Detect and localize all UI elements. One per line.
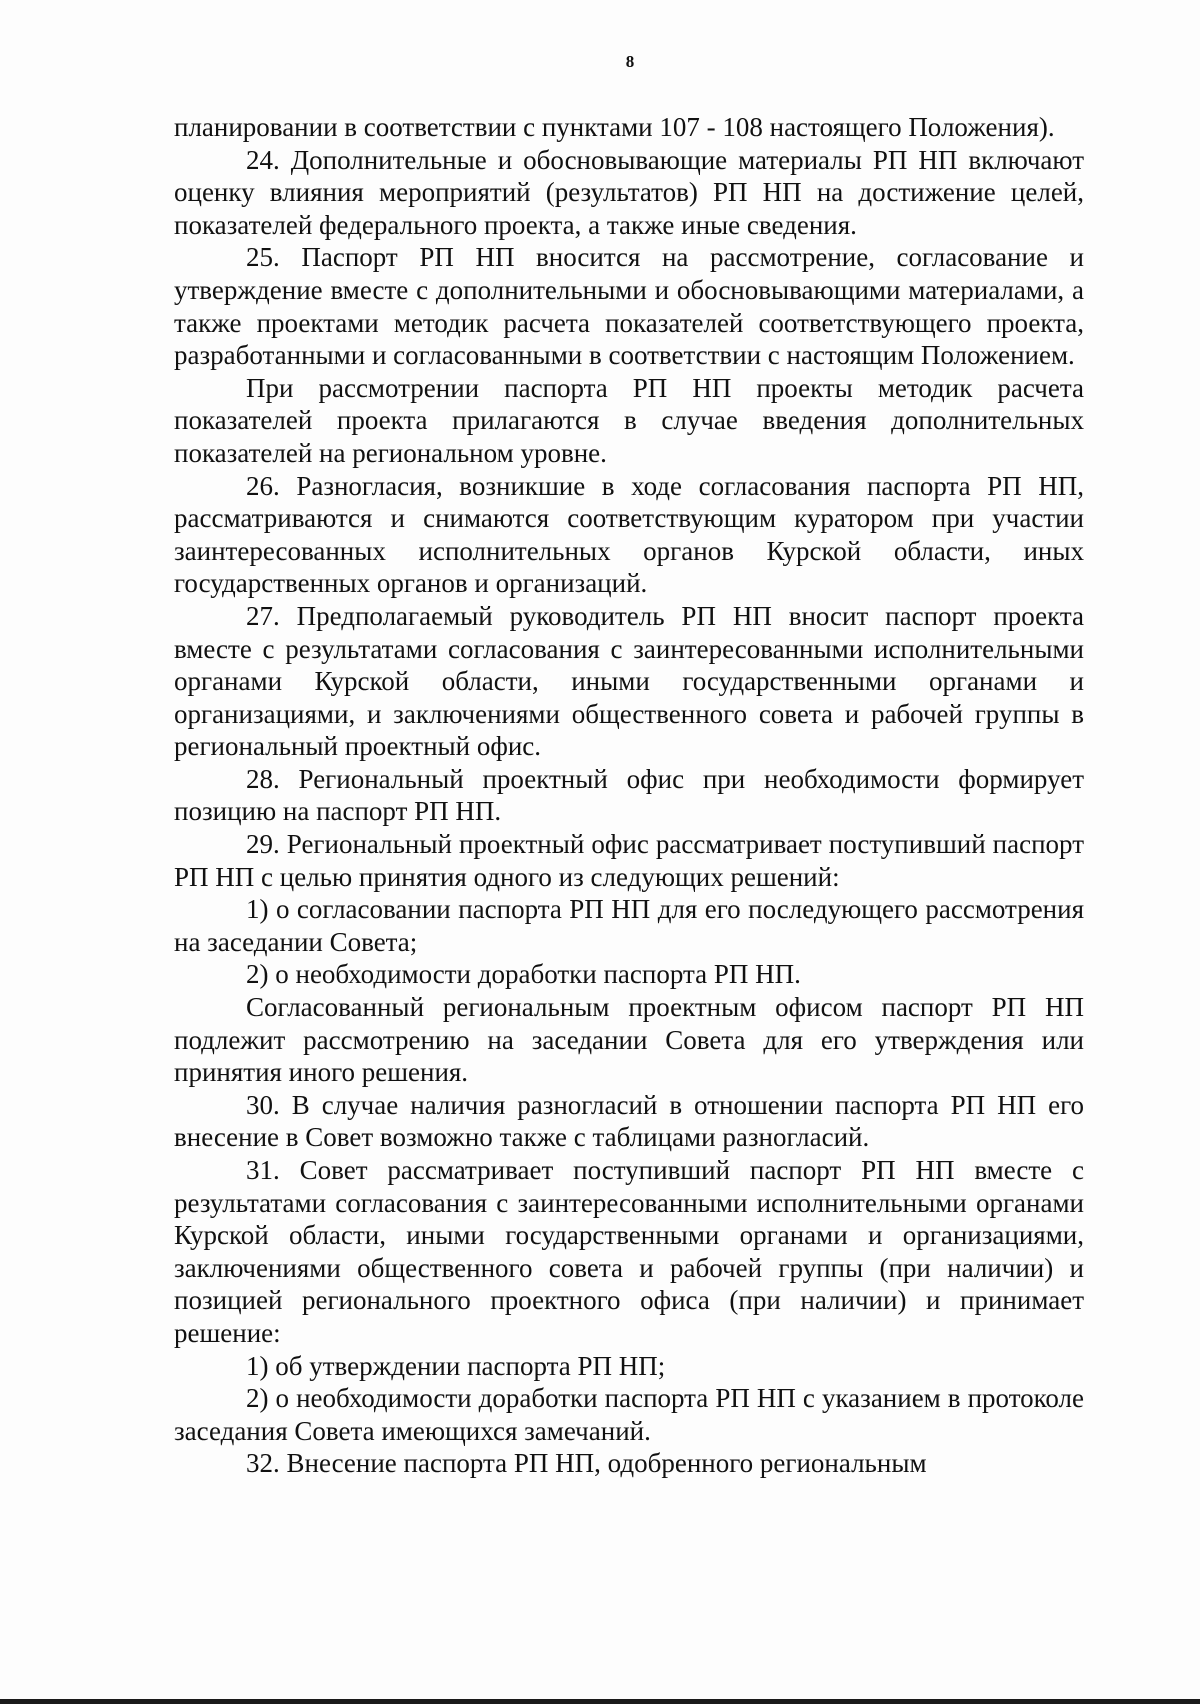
document-body (174, 111, 1084, 1480)
paragraph-24: 24. Дополнительные и обосновывающие материалы РП НП включают оценку влияния мероприятий (результатов) РП НП на достижение целей, показателей федерального проекта, а также иные сведения. (174, 144, 1084, 240)
paragraph-32: 32. Внесение паспорта РП НП, одобренного региональным (246, 1448, 927, 1479)
paragraph-27: 27. Предполагаемый руководитель РП НП вносит паспорт проекта вместе с результатами согласования с заинтересованными исполнительными органами Курской области, иными государственными органами и организациями, и заключениями общественного совета и рабочей группы в региональный проектный офис. (174, 600, 1084, 762)
paragraph-29-item-2: 2) о необходимости доработки паспорта РП НП. (246, 959, 801, 990)
paragraph-31: 31. Совет рассматривает поступивший паспорт РП НП вместе с результатами согласования с заинтересованными исполнительными органами Курской области, иными государственными органами и организациями, заключениями общественного совета и рабочей группы (при наличии) и позицией регионального проектного офиса (при наличии) и принимает решение: (174, 1155, 1084, 1348)
paragraph-30: 30. В случае наличия разногласий в отношении паспорта РП НП его внесение в Совет возможно также с таблицами разногласий. (174, 1089, 1084, 1153)
paragraph-26: 26. Разногласия, возникшие в ходе согласования паспорта РП НП, рассматриваются и снимаются соответствующим куратором при участии заинтересованных исполнительных органов Курской области, иных государственных органов и организаций. (174, 470, 1084, 599)
paragraph-28: 28. Региональный проектный офис при необходимости формирует позицию на паспорт РП НП. (174, 763, 1084, 827)
paragraph-25-note: При рассмотрении паспорта РП НП проекты методик расчета показателей проекта прилагаются в случае введения дополнительных показателей на региональном уровне. (174, 372, 1084, 468)
page-number: 8 (625, 52, 635, 71)
paragraph-29: 29. Региональный проектный офис рассматривает поступивший паспорт РП НП с целью принятия одного из следующих решений: (174, 829, 1084, 892)
paragraph-29-item-1: 1) о согласовании паспорта РП НП для его последующего рассмотрения на заседании Совета; (174, 894, 1084, 957)
scan-edge-line (0, 1699, 1200, 1704)
paragraph-31-item-1: 1) об утверждении паспорта РП НП; (246, 1350, 666, 1381)
paragraph-continuation: планировании в соответствии с пунктами 107 - 108 настоящего Положения). (174, 112, 1055, 142)
paragraph-25: 25. Паспорт РП НП вносится на рассмотрение, согласование и утверждение вместе с дополнительными и обосновывающими материалами, а также проектами методик расчета показателей соответствующего проекта, разработанными и согласованными в соответствии с настоящим Положением. (174, 242, 1084, 371)
paragraph-29-note: Согласованный региональным проектным офисом паспорт РП НП подлежит рассмотрению на заседании Совета для его утверждения или принятия иного решения. (174, 992, 1084, 1088)
paragraph-31-item-2: 2) о необходимости доработки паспорта РП НП с указанием в протоколе заседания Совета имеющихся замечаний. (174, 1383, 1084, 1446)
